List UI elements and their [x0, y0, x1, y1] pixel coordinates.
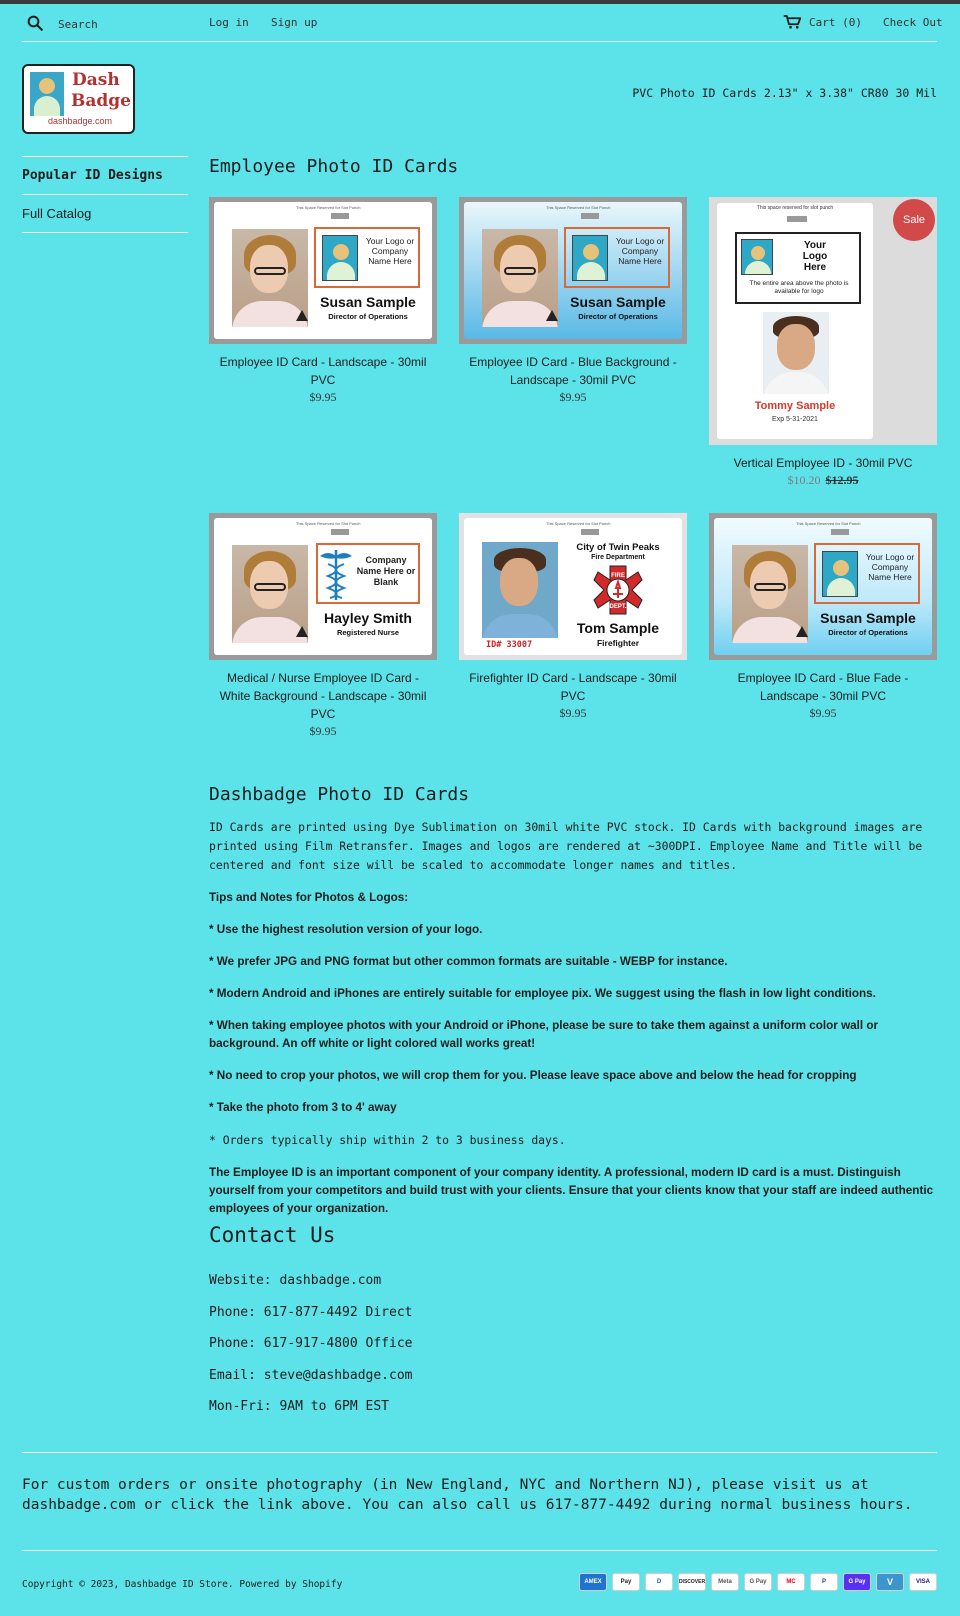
copyright: Copyright © 2023, Dashbadge ID Store. Powered by Shopify — [22, 1579, 343, 1590]
discover-icon: DISCOVER — [678, 1573, 706, 1591]
venmo-icon: V — [876, 1573, 904, 1591]
company-name-box — [316, 543, 420, 604]
fire-department-emblem-icon — [592, 564, 644, 616]
company-name-text: Company Name Here or Blank — [356, 555, 416, 587]
footer-divider — [22, 1550, 937, 1551]
contact-phone-direct: Phone: 617-877-4492 Direct — [209, 1305, 413, 1320]
logo-avatar-graphic — [30, 72, 64, 116]
slot-punch-note: This Space Reserved for Slot Punch — [296, 521, 361, 526]
product-title: Medical / Nurse Employee ID Card - White Background - Landscape - 30mil PVC — [219, 671, 427, 721]
product-title: Employee ID Card - Blue Background - Landscape - 30mil PVC — [469, 355, 677, 387]
product-price: $9.95 — [559, 706, 587, 720]
slot-punch-note: This Space Reserved for Slot Punch — [796, 521, 861, 526]
info-section-title: Dashbadge Photo ID Cards — [209, 784, 470, 805]
search-input[interactable] — [58, 13, 198, 35]
original-price: $12.95 — [825, 473, 859, 487]
meta-pay-icon: Meta — [711, 1573, 739, 1591]
logo-placeholder-text: Your Logo or Company Name Here — [365, 236, 415, 266]
visa-icon: VISA — [909, 1573, 937, 1591]
tip-item: * Take the photo from 3 to 4' away — [209, 1101, 397, 1114]
card-employee-role: Director of Operations — [578, 312, 658, 321]
triangle-icon — [546, 310, 558, 321]
logo-placeholder-text: Your Logo or Company Name Here — [865, 552, 915, 582]
checkout-link[interactable]: Check Out — [883, 16, 943, 29]
sidebar-nav — [22, 156, 188, 233]
emblem-top-text: FIRE — [611, 573, 625, 579]
employee-photo — [482, 542, 558, 638]
slot-punch-note: This Space Reserved for Slot Punch — [546, 521, 611, 526]
logo-placeholder-text: Your Logo Here — [802, 240, 828, 273]
product-title: Firefighter ID Card - Landscape - 30mil PVC — [469, 671, 677, 703]
slot-punch-mark — [331, 529, 349, 535]
slot-punch-mark — [831, 529, 849, 535]
product-image — [459, 197, 687, 344]
contact-email: Email: steve@dashbadge.com — [209, 1368, 413, 1383]
department-city: City of Twin Peaks — [576, 542, 660, 553]
login-link[interactable]: Log in — [209, 16, 249, 29]
sidebar-item-popular-designs[interactable]: Popular ID Designs — [22, 157, 188, 195]
payment-icons — [579, 1573, 937, 1591]
product-image — [459, 513, 687, 660]
tip-item: * We prefer JPG and PNG format but other common formats are suitable - WEBP for instance. — [209, 955, 728, 968]
card-employee-name: Susan Sample — [820, 610, 916, 626]
product-title: Employee ID Card - Landscape - 30mil PVC — [219, 355, 427, 387]
shipping-note: * Orders typically ship within 2 to 3 business days. — [209, 1133, 566, 1147]
employee-photo — [763, 312, 829, 394]
sidebar-item-full-catalog[interactable]: Full Catalog — [22, 195, 188, 233]
product-image — [709, 513, 937, 660]
product-card-vertical[interactable] — [709, 197, 937, 488]
product-title: Employee ID Card - Blue Fade - Landscape - 30mil PVC — [737, 671, 909, 703]
product-price — [709, 473, 937, 488]
product-title: Vertical Employee ID - 30mil PVC — [733, 456, 913, 470]
card-employee-name: Tommy Sample — [754, 400, 836, 412]
tip-item: * No need to crop your photos, we will crop them for you. Please leave space above and below the head for cropping — [209, 1069, 857, 1082]
slot-punch-note: This Space Reserved for Slot Punch — [296, 205, 361, 210]
site-logo[interactable] — [22, 64, 135, 134]
logo-text-dash: Dash — [72, 70, 120, 90]
department-name: Fire Department — [591, 554, 645, 561]
slot-punch-mark — [331, 213, 349, 219]
shop-pay-icon: G Pay — [843, 1573, 871, 1591]
logo-placeholder-text: Your Logo or Company Name Here — [615, 236, 665, 266]
logo-placeholder — [814, 543, 920, 604]
card-employee-role: Director of Operations — [328, 312, 408, 321]
triangle-icon — [296, 626, 308, 637]
card-expiration: Exp 5-31-2021 — [772, 416, 818, 423]
closing-paragraph: The Employee ID is an important component of your company identity. A professional, modern ID card is a must. Distinguish yourself from your competitors and build trust with your clients. Ensure that your clients know that your staff are indeed authentic employees of your organization. — [209, 1166, 934, 1215]
product-image — [209, 513, 437, 660]
logo-text-badge: Badge — [71, 91, 131, 111]
google-pay-icon: G Pay — [744, 1573, 772, 1591]
id-card-preview — [714, 518, 932, 655]
card-employee-name: Hayley Smith — [324, 610, 412, 626]
mastercard-icon: MC — [777, 1573, 805, 1591]
contact-website: Website: dashbadge.com — [209, 1273, 382, 1288]
product-image — [709, 197, 937, 445]
slot-punch-mark — [581, 529, 599, 535]
paypal-icon: P — [810, 1573, 838, 1591]
product-image — [209, 197, 437, 344]
id-card-preview — [464, 518, 682, 655]
id-card-preview — [214, 518, 432, 655]
card-employee-role: Registered Nurse — [336, 628, 400, 637]
apple-pay-icon: Pay — [612, 1573, 640, 1591]
info-content — [209, 818, 937, 1232]
site-header — [22, 4, 943, 42]
product-card-landscape[interactable] — [209, 197, 437, 405]
product-card-firefighter[interactable] — [459, 513, 687, 721]
diners-club-icon: D — [645, 1573, 673, 1591]
triangle-icon — [796, 626, 808, 637]
triangle-icon — [296, 310, 308, 321]
slot-punch-mark — [787, 216, 807, 222]
tips-heading: Tips and Notes for Photos & Logos: — [209, 891, 409, 904]
id-card-preview — [717, 203, 873, 439]
product-card-nurse[interactable] — [209, 513, 437, 739]
product-card-blue-background[interactable] — [459, 197, 687, 405]
slot-punch-note: This space reserved for slot punch — [756, 205, 834, 211]
card-employee-role: Firefighter — [596, 638, 640, 648]
search-icon[interactable] — [26, 14, 44, 32]
tip-item: * Use the highest resolution version of your logo. — [209, 923, 483, 936]
contact-title: Contact Us — [209, 1223, 336, 1247]
logo-placeholder — [314, 227, 420, 288]
product-price: $9.95 — [309, 390, 337, 404]
sale-price: $10.20 — [787, 473, 821, 487]
cart-link[interactable]: Cart (0) — [809, 16, 862, 29]
card-employee-name: Susan Sample — [570, 294, 666, 310]
emblem-bottom-text: DEPT. — [609, 604, 627, 610]
logo-text-domain: dashbadge.com — [48, 116, 113, 126]
store-tagline: PVC Photo ID Cards 2.13" x 3.38" CR80 30 Mil — [632, 86, 937, 100]
footer-divider — [22, 1452, 937, 1453]
product-card-blue-fade[interactable] — [709, 513, 937, 721]
card-employee-role: Director of Operations — [828, 628, 908, 637]
contact-hours: Mon-Fri: 9AM to 6PM EST — [209, 1399, 390, 1414]
logo-placeholder — [735, 232, 861, 304]
card-id-number: ID# 33007 — [486, 640, 533, 650]
id-card-preview — [214, 202, 432, 339]
signup-link[interactable]: Sign up — [271, 16, 318, 29]
info-intro: ID Cards are printed using Dye Sublimation on 30mil white PVC stock. ID Cards with background images are printed using Film Retransfer. Images and logos are rendered at ~300DPI. Employee Name and Title will be centered and font size will be scaled to accommodate longer names and titles. — [209, 820, 923, 872]
tip-item: * When taking employee photos with your Android or iPhone, please be sure to take them against a uniform color wall or background. An off white or light colored wall works great! — [209, 1019, 879, 1050]
collection-title: Employee Photo ID Cards — [209, 156, 459, 177]
sale-badge: Sale — [893, 199, 935, 241]
contact-phone-office: Phone: 617-917-4800 Office — [209, 1336, 413, 1351]
logo-placeholder — [564, 227, 670, 288]
footer-note: For custom orders or onsite photography (in New England, NYC and Northern NJ), please visit us at dashbadge.com or click the link above. You can also call us 617-877-4492 during normal business hours. — [22, 1477, 913, 1513]
product-price: $9.95 — [309, 724, 337, 738]
logo-area-note: The entire area above the photo is available for logo — [749, 280, 849, 295]
id-card-preview — [464, 202, 682, 339]
card-employee-name: Tom Sample — [576, 620, 660, 636]
amex-icon: AMEX — [579, 1573, 607, 1591]
slot-punch-note: This Space Reserved for Slot Punch — [546, 205, 611, 210]
slot-punch-mark — [581, 213, 599, 219]
tip-item: * Modern Android and iPhones are entirely suitable for employee pix. We suggest using the flash in low light conditions. — [209, 987, 876, 1000]
product-price: $9.95 — [559, 390, 587, 404]
product-price: $9.95 — [809, 706, 837, 720]
cart-icon[interactable] — [783, 14, 801, 30]
card-employee-name: Susan Sample — [320, 294, 416, 310]
